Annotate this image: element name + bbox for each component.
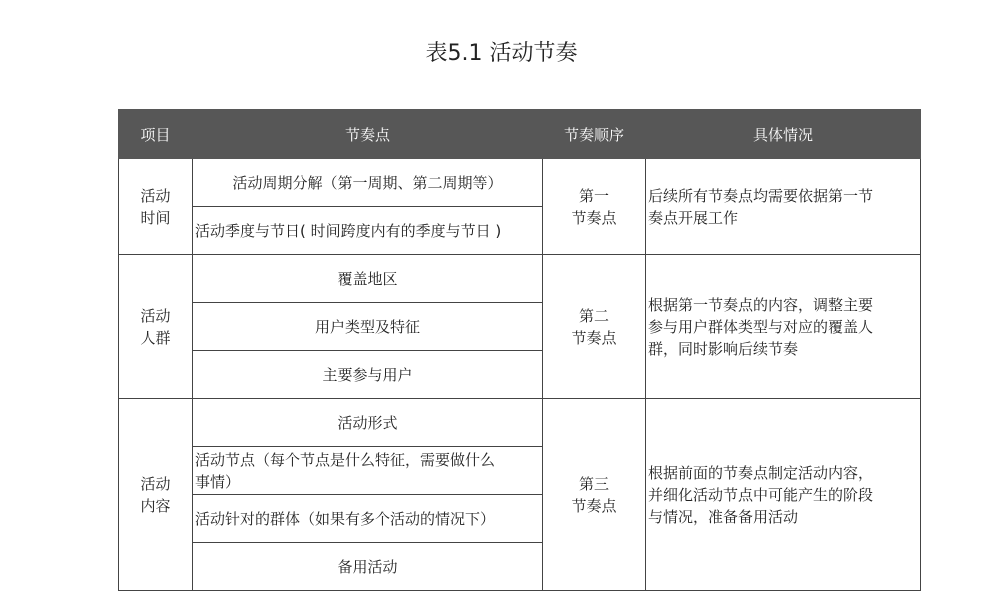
rhythm-point-cell: 活动季度与节日( 时间跨度内有的季度与节日 ) xyxy=(193,207,543,255)
item-cell-crowd xyxy=(119,255,193,399)
rhythm-point-cell: 用户类型及特征 xyxy=(193,303,543,351)
rhythm-point-cell: 主要参与用户 xyxy=(193,351,543,399)
table-row xyxy=(119,399,921,447)
order-line: 节奏点 xyxy=(571,496,617,515)
order-line: 节奏点 xyxy=(571,208,617,227)
header-rhythm-point: 节奏点 xyxy=(193,110,543,159)
table-row xyxy=(119,255,921,303)
table-header-row xyxy=(119,110,921,159)
order-line: 第二 xyxy=(578,306,609,325)
order-line: 节奏点 xyxy=(571,328,617,347)
detail-line: 群，同时影响后续节奏 xyxy=(648,339,799,358)
detail-cell-content xyxy=(646,399,921,591)
item-line: 活动 xyxy=(140,306,171,325)
activity-rhythm-table xyxy=(118,109,921,591)
order-cell-second xyxy=(543,255,646,399)
table-row xyxy=(119,159,921,207)
header-details: 具体情况 xyxy=(646,110,921,159)
detail-cell-crowd xyxy=(646,255,921,399)
rhythm-point-cell xyxy=(193,447,543,495)
rhythm-point-cell: 备用活动 xyxy=(193,543,543,591)
order-cell-third xyxy=(543,399,646,591)
rhythm-point-cell: 活动针对的群体（如果有多个活动的情况下） xyxy=(193,495,543,543)
header-rhythm-order: 节奏顺序 xyxy=(543,110,646,159)
item-line: 时间 xyxy=(140,208,171,227)
item-cell-content xyxy=(119,399,193,591)
order-cell-first xyxy=(543,159,646,255)
detail-line: 奏点开展工作 xyxy=(648,208,739,227)
rhythm-point-cell: 活动周期分解（第一周期、第二周期等） xyxy=(193,159,543,207)
item-line: 人群 xyxy=(140,328,171,347)
detail-line: 并细化活动节点中可能产生的阶段 xyxy=(648,485,874,504)
rhythm-point-cell: 覆盖地区 xyxy=(193,255,543,303)
order-line: 第一 xyxy=(578,186,609,205)
detail-line: 参与用户群体类型与对应的覆盖人 xyxy=(648,317,874,336)
rhythm-point-line: 活动节点（每个节点是什么特征，需要做什么 xyxy=(195,450,496,469)
detail-cell-time xyxy=(646,159,921,255)
detail-line: 根据第一节奏点的内容，调整主要 xyxy=(648,295,874,314)
item-line: 活动 xyxy=(140,474,171,493)
detail-line: 根据前面的节奏点制定活动内容， xyxy=(648,463,874,482)
table-caption: 表5.1 活动节奏 xyxy=(425,41,578,66)
rhythm-point-line: 事情） xyxy=(195,472,241,491)
detail-line: 后续所有节奏点均需要依据第一节 xyxy=(648,186,874,205)
order-line: 第三 xyxy=(578,474,609,493)
item-line: 活动 xyxy=(140,186,171,205)
rhythm-point-cell: 活动形式 xyxy=(193,399,543,447)
item-cell-time xyxy=(119,159,193,255)
header-item: 项目 xyxy=(119,110,193,159)
item-line: 内容 xyxy=(140,496,171,515)
detail-line: 与情况，准备备用活动 xyxy=(648,507,799,526)
